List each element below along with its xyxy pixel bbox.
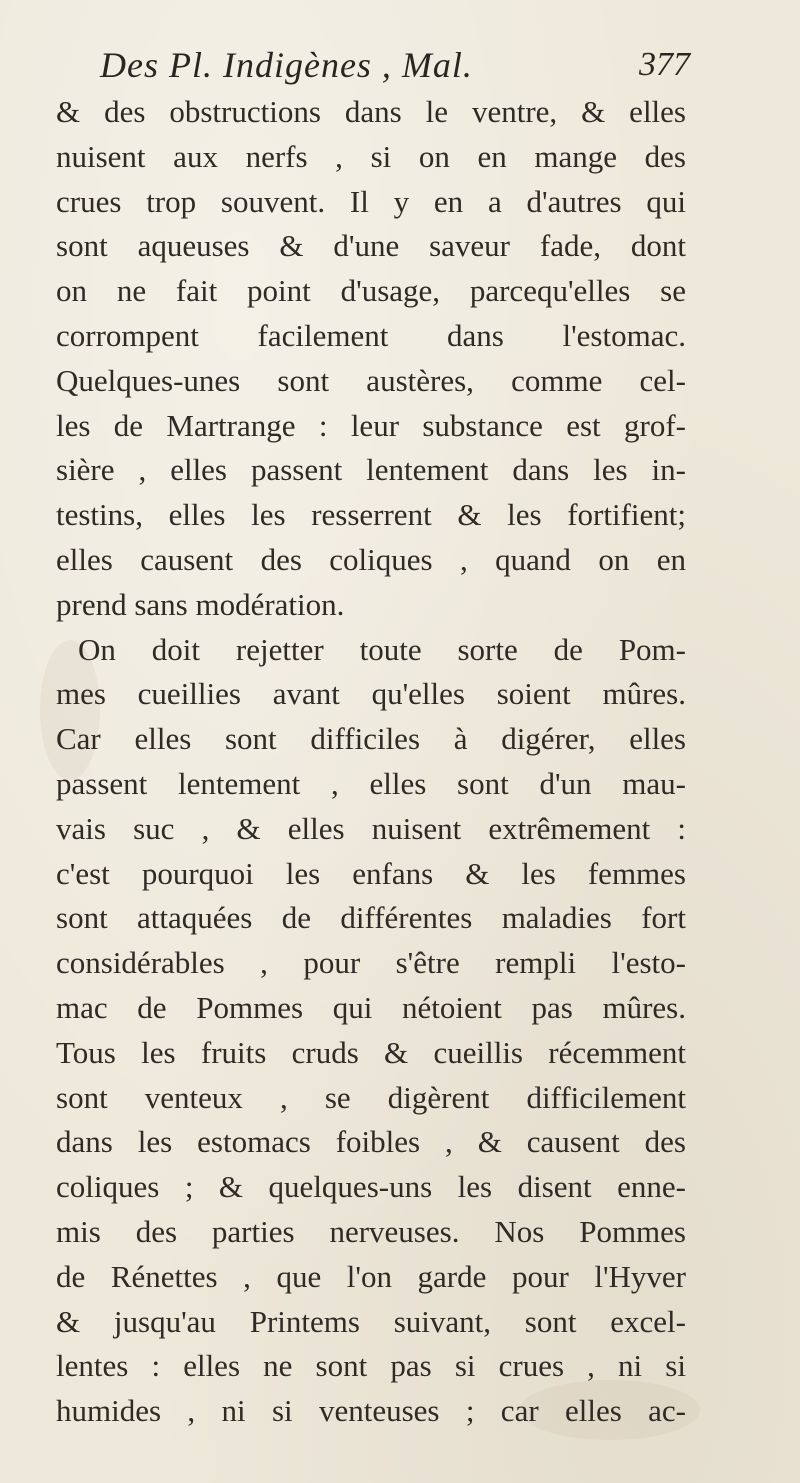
- text-line: Tous les fruits cruds & cueillis récemment: [56, 1034, 686, 1070]
- page-number: 377: [639, 46, 690, 83]
- text-line: testins, elles les resserrent & les fortifient;: [56, 497, 686, 533]
- text-line: passent lentement , elles sont d'un mau-: [56, 765, 686, 801]
- body-text: [56, 90, 686, 1434]
- text-line: On doit rejetter toute sorte de Pom-: [78, 631, 686, 667]
- text-line: sont aqueuses & d'une saveur fade, dont: [56, 228, 686, 264]
- text-line: on ne fait point d'usage, parcequ'elles se: [56, 273, 686, 309]
- text-line: Car elles sont difficiles à digérer, elles: [56, 721, 686, 757]
- text-line: crues trop souvent. Il y en a d'autres qui: [56, 183, 686, 219]
- text-line: sont attaquées de différentes maladies fort: [56, 900, 686, 936]
- text-line: humides , ni si venteuses ; car elles ac-: [56, 1393, 686, 1429]
- text-line: sière , elles passent lentement dans les in-: [56, 452, 686, 488]
- page-header: [100, 44, 690, 94]
- text-line: lentes : elles ne sont pas si crues , ni si: [56, 1348, 686, 1384]
- text-line: dans les estomacs foibles , & causent des: [56, 1124, 686, 1160]
- text-line: nuisent aux nerfs , si on en mange des: [56, 138, 686, 174]
- text-line: c'est pourquoi les enfans & les femmes: [56, 855, 686, 891]
- text-line: Quelques-unes sont austères, comme cel-: [56, 362, 686, 398]
- text-line: coliques ; & quelques-uns les disent enne-: [56, 1169, 686, 1205]
- text-line: corrompent facilement dans l'estomac.: [56, 317, 686, 353]
- text-line: sont venteux , se digèrent difficilement: [56, 1079, 686, 1115]
- text-line: considérables , pour s'être rempli l'esto-: [56, 945, 686, 981]
- text-line: les de Martrange : leur substance est grof-: [56, 407, 686, 443]
- text-line: mac de Pommes qui nétoient pas mûres.: [56, 989, 686, 1025]
- text-line: de Rénettes , que l'on garde pour l'Hyver: [56, 1258, 686, 1294]
- running-head: Des Pl. Indigènes , Mal.: [100, 45, 473, 85]
- text-line: mes cueillies avant qu'elles soient mûres.: [56, 676, 686, 712]
- text-line: elles causent des coliques , quand on en: [56, 541, 686, 577]
- text-line: mis des parties nerveuses. Nos Pommes: [56, 1213, 686, 1249]
- text-line: vais suc , & elles nuisent extrêmement :: [56, 810, 686, 846]
- text-line: & des obstructions dans le ventre, & elles: [56, 94, 686, 129]
- text-line: & jusqu'au Printems suivant, sont excel-: [56, 1303, 686, 1339]
- text-line: prend sans modération.: [56, 586, 345, 622]
